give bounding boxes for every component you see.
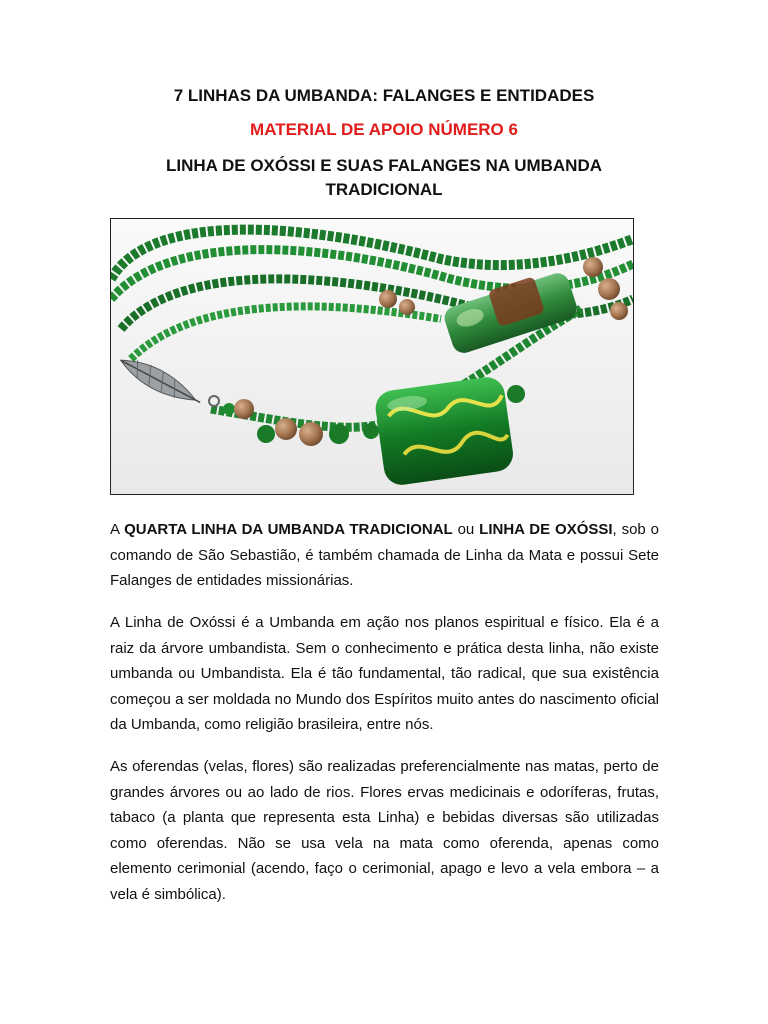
paragraph-1-bold: QUARTA LINHA DA UMBANDA TRADICIONAL bbox=[124, 521, 453, 538]
paragraph-1 bbox=[110, 517, 659, 594]
material-heading: MATERIAL DE APOIO NÚMERO 6 bbox=[250, 120, 518, 139]
necklace-illustration bbox=[111, 219, 633, 494]
paragraph-1-text: A bbox=[110, 521, 125, 538]
paragraph-1-text: , sob o comando de São Sebastião, é também chamada de Linha da Mata e possui Sete Falanges de entidades missionárias. bbox=[110, 521, 659, 589]
necklace-photo bbox=[110, 218, 634, 495]
paragraph-1-text: ou bbox=[452, 521, 480, 538]
paragraph-3: As oferendas (velas, flores) são realizadas preferencialmente nas matas, perto de grandes árvores ou ao lado de rios. Flores ervas medicinais e odoríferas, frutas, tabaco (a planta que representa esta Linha) e bebidas diversas são utilizadas como oferendas. Não se usa vela na mata como oferenda, apenas como elemento cerimonial (acendo, faço o cerimonial, apago e levo a vela embora – a vela é simbólica). bbox=[110, 758, 659, 903]
paragraph-2: A Linha de Oxóssi é a Umbanda em ação nos planos espiritual e físico. Ela é a raiz da árvore umbandista. Sem o conhecimento e prática desta linha, não existe umbanda ou Umbandista. Ela é tão fundamental, tão radical, que sua existência começou a ser moldada no Mundo dos Espíritos muito antes do nascimento oficial da Umbanda, como religião brasileira, entre nós. bbox=[110, 614, 659, 733]
section-heading: LINHA DE OXÓSSI E SUAS FALANGES NA UMBANDA TRADICIONAL bbox=[165, 156, 603, 199]
paragraph-1-bold: LINHA DE OXÓSSI bbox=[479, 521, 613, 538]
document-title: 7 LINHAS DA UMBANDA: FALANGES E ENTIDADES bbox=[173, 86, 595, 105]
